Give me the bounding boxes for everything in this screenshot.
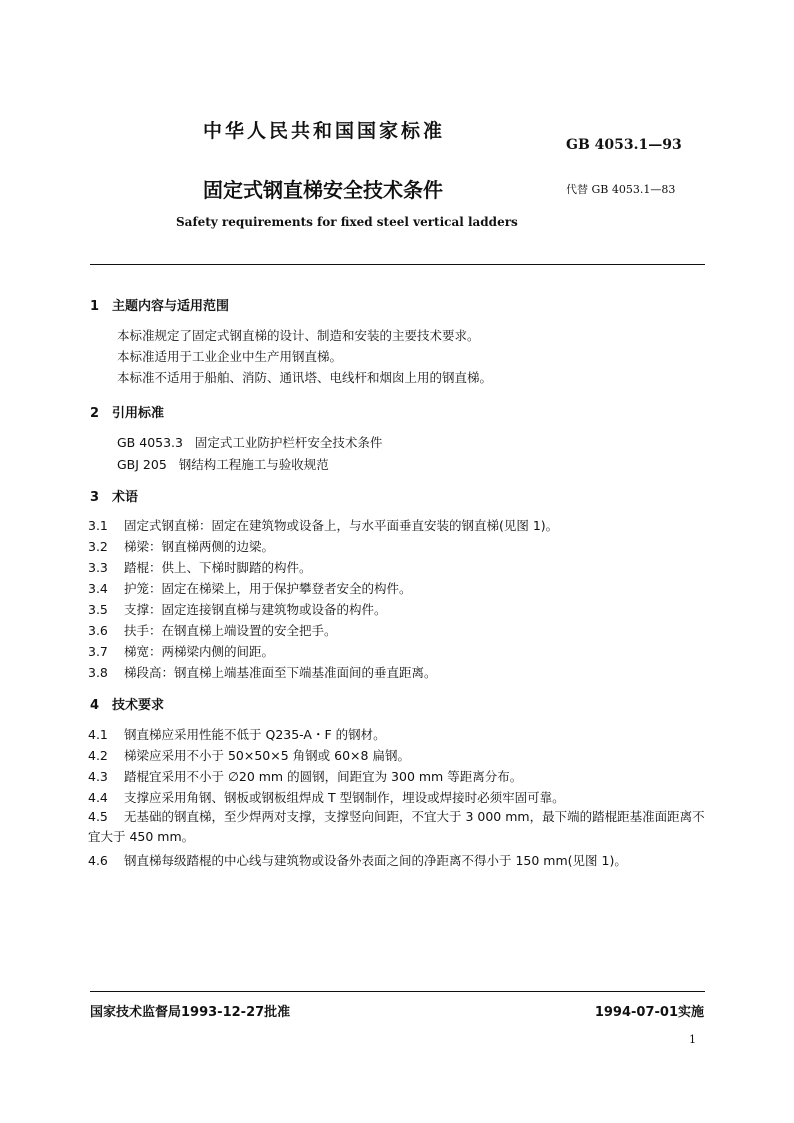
reference-item: GB 4053.3 固定式工业防护栏杆安全技术条件 (117, 435, 383, 450)
section-4-heading (90, 694, 164, 713)
national-standard-label: 中华人民共和国国家标准 (203, 120, 446, 142)
standard-number: GB 4053.1—93 (566, 137, 682, 153)
term-item (88, 663, 437, 681)
item-text: 踏棍宜采用不小于 ∅20 mm 的圆钢，间距宜为 300 mm 等距离分布。 (124, 769, 523, 784)
section-2-heading (90, 402, 164, 421)
item-number: 3.6 (88, 623, 108, 638)
term-item (88, 621, 337, 639)
approval-note: 国家技术监督局1993-12-27批准 (90, 1005, 291, 1020)
item-number: 4.5 (88, 809, 108, 824)
section-title: 主题内容与适用范围 (112, 299, 230, 314)
section-number: 4 (90, 698, 100, 713)
item-text: 梯宽：两梯梁内侧的间距。 (124, 644, 275, 659)
item-text: 钢直梯应采用性能不低于 Q235-A・F 的钢材。 (124, 727, 386, 742)
term-item (88, 537, 274, 555)
requirement-item (88, 788, 565, 806)
item-number: 3.1 (88, 518, 108, 533)
item-text: 支撑应采用角钢、钢板或钢板组焊成 T 型钢制作，埋设或焊接时必须牢固可靠。 (124, 790, 565, 805)
section-title: 术语 (112, 490, 139, 505)
section-1-heading (90, 295, 229, 314)
item-number: 4.4 (88, 790, 108, 805)
item-number: 3.5 (88, 602, 108, 617)
item-text: 梯段高：钢直梯上端基准面至下端基准面间的垂直距离。 (124, 665, 437, 680)
english-title: Safety requirements for fixed steel vertical ladders (176, 215, 518, 229)
page-number: 1 (689, 1033, 696, 1046)
item-number: 4.2 (88, 748, 108, 763)
replaces-note: 代替 GB 4053.1—83 (566, 183, 676, 196)
item-number: 3.7 (88, 644, 108, 659)
requirement-item (88, 767, 522, 785)
footer-divider (90, 991, 705, 992)
item-number: 4.1 (88, 727, 108, 742)
section-number: 3 (90, 490, 100, 505)
item-text: 梯梁：钢直梯两侧的边梁。 (124, 539, 275, 554)
term-item (88, 558, 312, 576)
term-item (88, 579, 412, 597)
implementation-date: 1994-07-01实施 (594, 1005, 704, 1020)
item-text: 钢直梯每级踏棍的中心线与建筑物或设备外表面之间的净距离不得小于 150 mm(见图 1)。 (124, 853, 627, 868)
item-text: 扶手：在钢直梯上端设置的安全把手。 (124, 623, 337, 638)
item-text: 梯梁应采用不小于 50×50×5 角钢或 60×8 扁钢。 (124, 748, 410, 763)
paragraph: 本标准不适用于船舶、消防、通讯塔、电线杆和烟囱上用的钢直梯。 (117, 370, 493, 385)
header-divider (90, 264, 705, 265)
item-text: 固定式钢直梯：固定在建筑物或设备上，与水平面垂直安装的钢直梯(见图 1)。 (124, 518, 559, 533)
item-number: 4.3 (88, 769, 108, 784)
item-text: 踏棍：供上、下梯时脚踏的构件。 (124, 560, 312, 575)
term-item (88, 642, 274, 660)
section-3-heading (90, 486, 138, 505)
requirement-item (88, 807, 705, 847)
section-number: 2 (90, 406, 100, 421)
requirement-item (88, 725, 386, 743)
item-number: 4.6 (88, 853, 108, 868)
item-number: 3.2 (88, 539, 108, 554)
requirement-item (88, 851, 627, 869)
requirement-item (88, 746, 410, 764)
paragraph: 本标准规定了固定式钢直梯的设计、制造和安装的主要技术要求。 (117, 328, 480, 343)
reference-item: GBJ 205 钢结构工程施工与验收规范 (117, 457, 329, 472)
item-text: 无基础的钢直梯，至少焊两对支撑，支撑竖向间距，不宜大于 3 000 mm，最下端的踏棍距基准面距离不宜大于 450 mm。 (88, 809, 705, 844)
term-item (88, 600, 387, 618)
item-text: 护笼：固定在梯梁上，用于保护攀登者安全的构件。 (124, 581, 412, 596)
item-number: 3.8 (88, 665, 108, 680)
item-number: 3.3 (88, 560, 108, 575)
term-item (88, 516, 558, 534)
paragraph: 本标准适用于工业企业中生产用钢直梯。 (117, 349, 343, 364)
item-text: 支撑：固定连接钢直梯与建筑物或设备的构件。 (124, 602, 387, 617)
section-number: 1 (90, 299, 100, 314)
document-title: 固定式钢直梯安全技术条件 (203, 178, 443, 202)
item-number: 3.4 (88, 581, 108, 596)
section-title: 技术要求 (112, 698, 165, 713)
section-title: 引用标准 (112, 406, 165, 421)
